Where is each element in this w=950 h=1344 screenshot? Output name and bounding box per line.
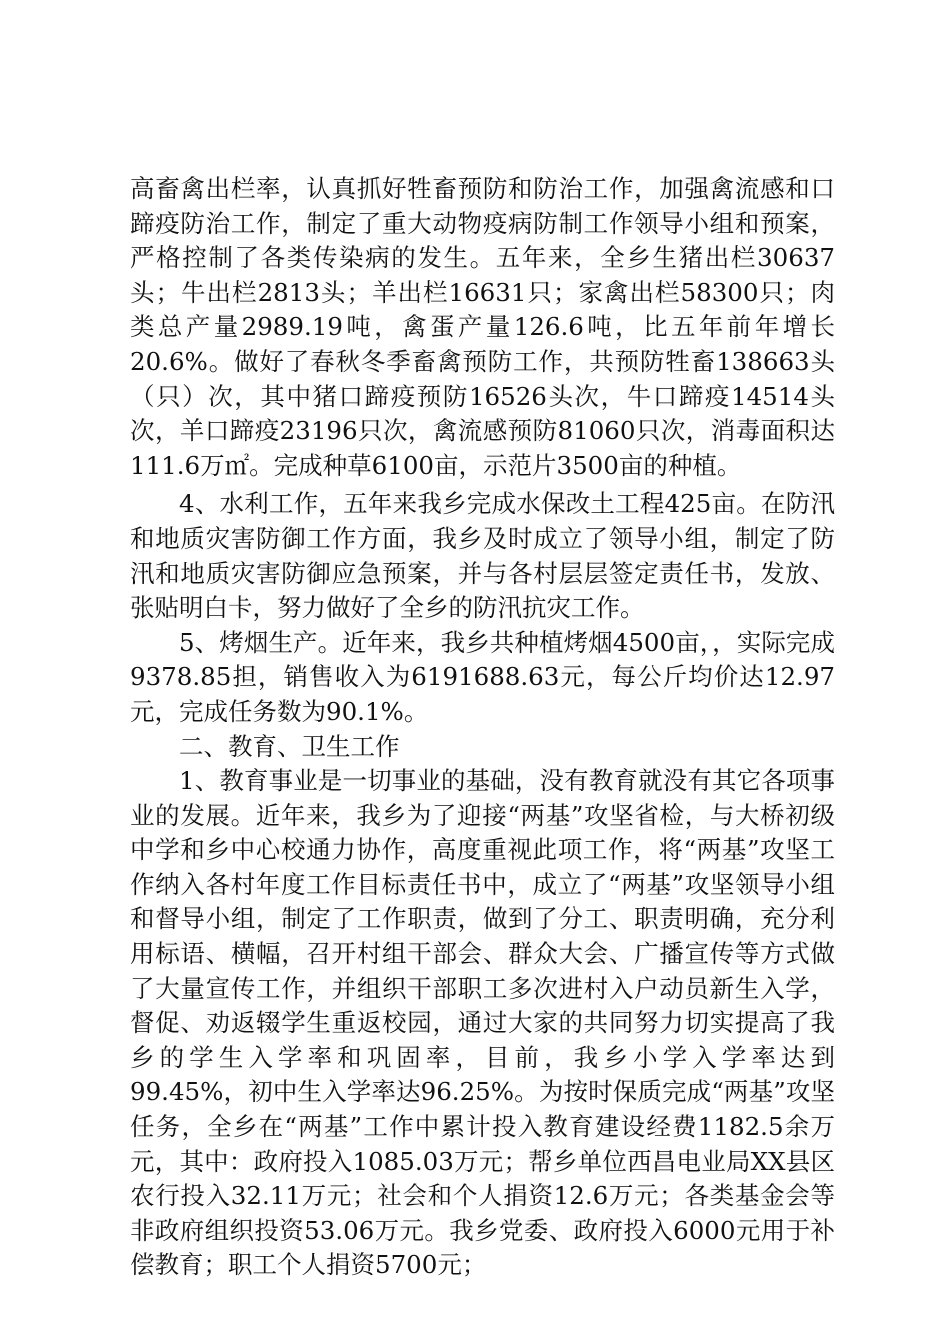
section-heading-education-health: 二、教育、卫生工作	[179, 731, 400, 761]
paragraph-education: 1、教育事业是一切事业的基础，没有教育就没有其它各项事业的发展。近年来，我乡为了迎接“两基”攻坚省检，与大桥初级中学和乡中心校通力协作，高度重视此项工作，将“两基”攻坚工作纳入各村年度工作目标责任书中，成立了“两基”攻坚领导小组和督导小组，制定了工作职责，做到了分工、职责明确，充分利用标语、横幅，召开村组干部会、群众大会、广播宣传等方式做了大量宣传工作，并组织干部职工多次进村入户动员新生入学，督促、劝返辍学生重返校园，通过大家的共同努力切实提高了我乡的学生入学率和巩固率，目前，我乡小学入学率达到99.45%，初中生入学率达96.25%。为按时保质完成“两基”攻坚任务，全乡在“两基”工作中累计投入教育建设经费1182.5余万元，其中：政府投入1085.03万元；帮乡单位西昌电业局XX县区农行投入32.11万元；社会和个人捐资12.6万元；各类基金会等非政府组织投资53.06万元。我乡党委、政府投入6000元用于补偿教育；职工个人捐资5700元；	[130, 766, 835, 1280]
paragraph-water-conservancy: 4、水利工作，五年来我乡完成水保改土工程425亩。在防汛和地质灾害防御工作方面，我乡及时成立了领导小组，制定了防汛和地质灾害防御应急预案，并与各村层层签定责任书，发放、张贴明白卡，努力做好了全乡的防汛抗灾工作。	[130, 489, 835, 623]
paragraph-livestock: 高畜禽出栏率，认真抓好牲畜预防和防治工作，加强禽流感和口蹄疫防治工作，制定了重大动物疫病防制工作领导小组和预案，严格控制了各类传染病的发生。五年来，全乡生猪出栏30637头；牛出栏2813头；羊出栏16631只；家禽出栏58300只；肉类总产量2989.19吨，禽蛋产量126.6吨，比五年前年增长20.6%。做好了春秋冬季畜禽预防工作，共预防牲畜138663头（只）次，其中猪口蹄疫预防16526头次，牛口蹄疫14514头次，羊口蹄疫23196只次，禽流感预防81060只次，消毒面积达111.6万㎡。完成种草6100亩，示范片3500亩的种植。	[130, 174, 835, 480]
document-body	[130, 172, 835, 1283]
paragraph-tobacco: 5、烤烟生产。近年来，我乡共种植烤烟4500亩，，实际完成9378.85担，销售收入为6191688.63元，每公斤均价达12.97元，完成任务数为90.1%。	[130, 627, 835, 726]
